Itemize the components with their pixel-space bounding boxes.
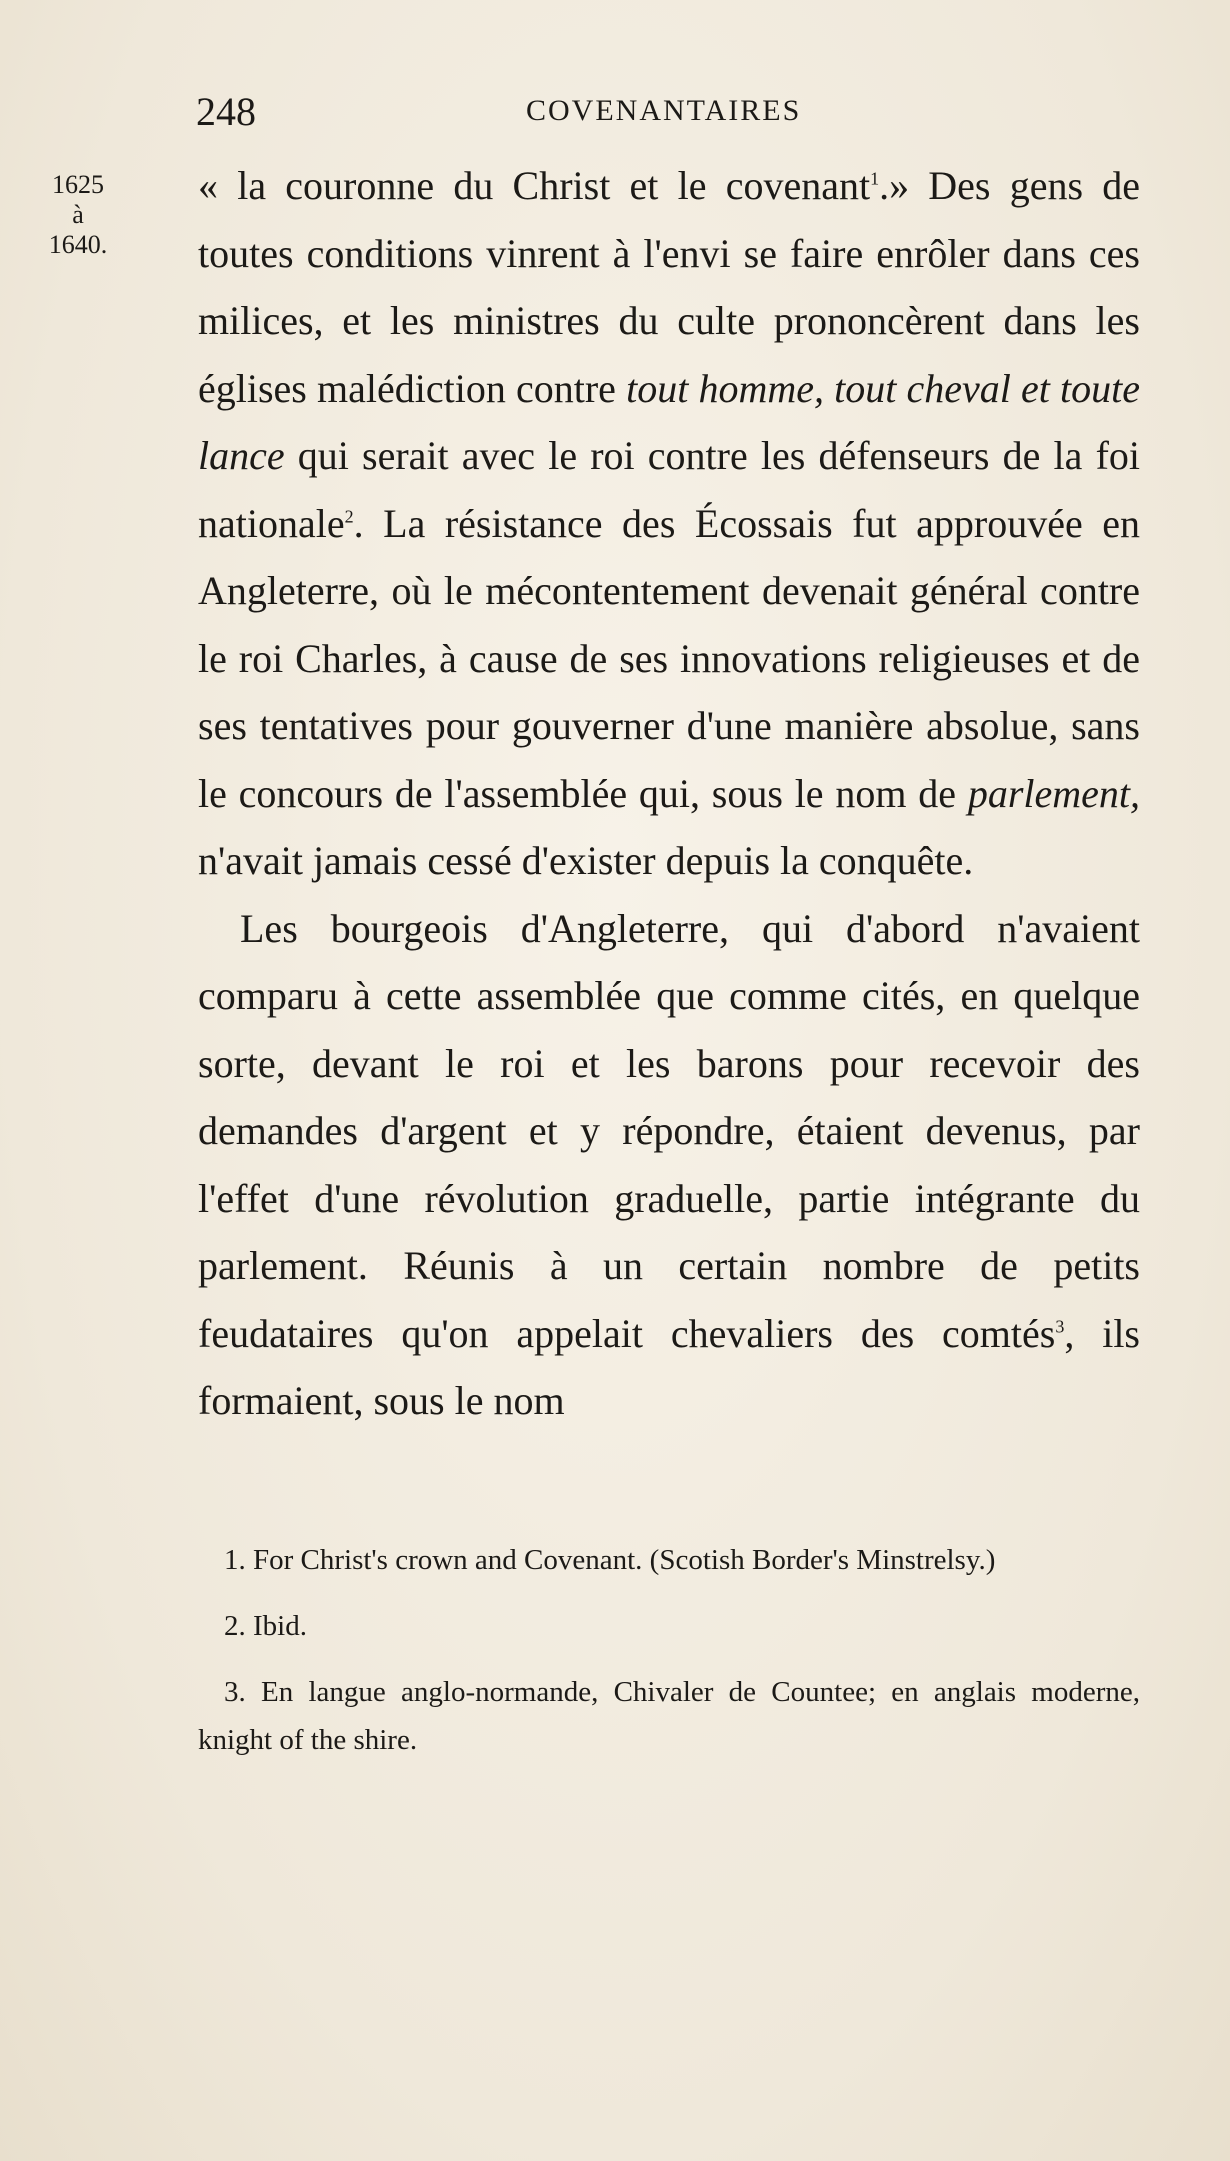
paragraph-1-italic-phrase: tout homme, tout cheval et toute lance (198, 365, 1141, 478)
footnotes (198, 1536, 1140, 1782)
paragraph-1-text-b: .» Des gens de toutes conditions vinrent à l'envi se faire enrôler dans ces milices, et les ministres du culte prononcèrent dans les églises malédiction contre (198, 163, 1140, 411)
paragraph-1-text-e: n'avait jamais cessé d'exister depuis la conquête. (198, 838, 974, 883)
paragraph-2 (198, 895, 1140, 1435)
footnote-ref-1: 1 (870, 168, 880, 189)
paragraph-1-italic-parlement: parlement, (967, 770, 1140, 816)
paragraph-1-text-a: « la couronne du Christ et le covenant (198, 163, 871, 208)
margin-connector: à (72, 200, 84, 229)
margin-year-end: 1640. (48, 230, 108, 259)
page-header (196, 88, 1016, 138)
paragraph-1 (198, 152, 1140, 895)
margin-year-start: 1625 (52, 170, 104, 199)
footnote-ref-3: 3 (1055, 1316, 1065, 1337)
running-title: COVENANTAIRES (526, 94, 802, 127)
footnote-2: 2. Ibid. (224, 1610, 307, 1642)
paragraph-2-text-b: , ils formaient, sous le nom (198, 1310, 1141, 1423)
margin-date-note (28, 170, 128, 260)
paragraph-1-text-d: . La résistance des Écossais fut approuvée en Angleterre, où le mécontentement devenait général contre le roi Charles, à cause de ses innovations religieuses et de ses tentatives pour gouverner d'une manière absolue, sans le concours de l'assemblée qui, sous le nom de (198, 500, 1140, 816)
footnote-ref-2: 2 (344, 506, 354, 527)
paragraph-2-text-a: Les bourgeois d'Angleterre, qui d'abord n'avaient comparu à cette assemblée que comme cités, en quelque sorte, devant le roi et les barons pour recevoir des demandes d'argent et y répondre, étaient devenus, par l'effet d'une révolution graduelle, partie intégrante du parlement. Réunis à un certain nombre de petits feudataires qu'on appelait chevaliers des comtés (198, 905, 1140, 1356)
footnote-1: 1. For Christ's crown and Covenant. (Scotish Border's Minstrelsy.) (224, 1544, 996, 1576)
paragraph-1-text-c: qui serait avec le roi contre les défenseurs de la foi nationale (198, 433, 1140, 546)
body-text (198, 152, 1140, 1435)
page-number: 248 (196, 89, 256, 134)
footnote-3: 3. En langue anglo-normande, Chivaler de Countee; en anglais moderne, knight of the shire. (198, 1676, 1140, 1756)
